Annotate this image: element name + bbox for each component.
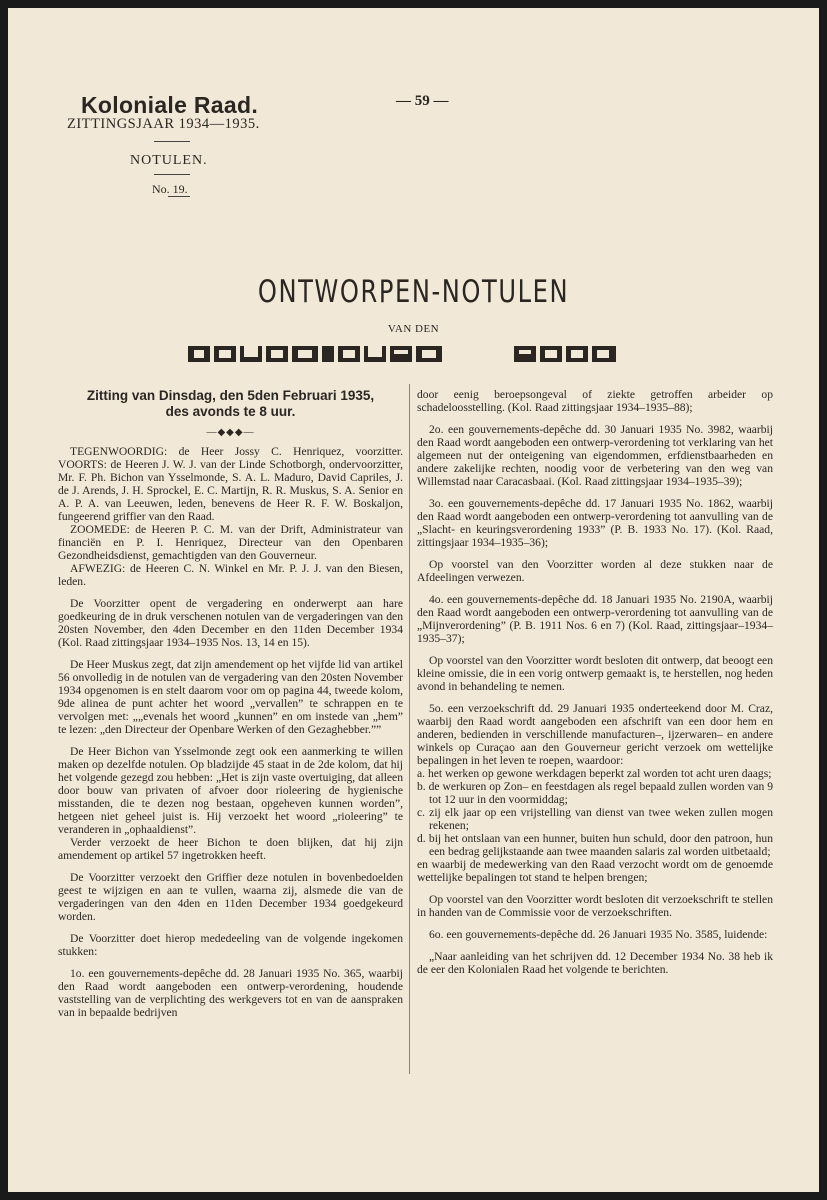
paragraph: 1o. een gouvernements-depêche dd. 28 Januari 1935 No. 365, waarbij den Raad wordt aangeboden een ontwerp-verordening, houdende vaststelling van de verplichting des werkgevers tot en van de aanspraken van in bepaalde bedrijven	[58, 967, 403, 1019]
paragraph: Op voorstel van den Voorzitter worden al deze stukken naar de Afdeelingen verwezen.	[417, 558, 773, 584]
paragraph: 2o. een gouvernements-depêche dd. 30 Januari 1935 No. 3982, waarbij den Raad wordt aangeboden een ontwerp-verordening tot verklaring van het algemeen nut der onteigening van eigendommen, erfdienstbaarheden en andere zakelijke rechten, noodig voor de verbetering van den weg van Willemstad naar Caracasbaai. (Kol. Raad zittingsjaar 1934–1935–39);	[417, 423, 773, 488]
header-rule	[154, 141, 190, 142]
paragraph: 3o. een gouvernements-depêche dd. 17 Januari 1935 No. 1862, waarbij den Raad wordt aangeboden een ontwerp-verordening tot aanvulling van de „Slacht- en keuringsverordening 1933” (P. B. 1933 No. 17). (Kol. Raad, zittingsjaar 1934–1935–36);	[417, 497, 773, 549]
list-item: a. het werken op gewone werkdagen beperkt zal worden tot acht uren daags;	[417, 767, 772, 780]
main-title: ONTWORPEN-NOTULEN	[257, 274, 570, 310]
page-number: — 59 —	[396, 93, 449, 109]
issue-number: No. 19.	[152, 182, 188, 196]
list-item: d. bij het ontslaan van een hunner, buiten hun schuld, door den patroon, hun een bedrag gelijkstaande aan twee maanden salaris zal worden uitbetaald;	[417, 832, 773, 858]
banner-letters-graphic	[188, 344, 639, 364]
paragraph: De Heer Bichon van Ysselmonde zegt ook een aanmerking te willen maken op dezelfde notulen. Op bladzijde 45 staat in de 2de kolom, dat hij het volgende gezegd zou hebben: „Het is zijn vaste overtuiging, dat alleen door bouw van privaten of afvoer door rioleering de hygienische misstanden, die te dezen nog bestaan, opgeheven kunnen worden”, hetgeen niet geheel juist is. Hij verzoekt het woord „rioleering” te veranderen in „ophaaldienst”.	[58, 745, 403, 836]
van-den-label: VAN DEN	[387, 323, 440, 335]
petition-list	[417, 767, 773, 858]
paragraph: Verder verzoekt de heer Bichon te doen blijken, dat hij zijn amendement op artikel 57 ingetrokken heeft.	[58, 836, 403, 862]
paragraph: Op voorstel van den Voorzitter wordt besloten dit ontwerp, dat beoogt een kleine omissie, die in een vorig ontwerp gemaakt is, te herstellen, nog heden avond in behandeling te nemen.	[417, 654, 773, 693]
paragraph: De Voorzitter opent de vergadering en onderwerpt aan hare goedkeuring de in druk verschenen notulen van de vergaderingen van den 20sten November, den 4den December en den 11den December 1934 (Kol. Raad zittingsjaar 1934–1935 Nos. 13, 14 en 15).	[58, 597, 403, 649]
ornament-divider: —◆◆◆—	[206, 427, 255, 438]
header-rule	[168, 196, 190, 197]
paragraph: De Voorzitter doet hierop mededeeling van de volgende ingekomen stukken:	[58, 932, 403, 958]
session-year: ZITTINGSJAAR 1934—1935.	[67, 116, 260, 132]
attendance-present: TEGENWOORDIG: de Heer Jossy C. Henriquez, voorzitter. VOORTS: de Heeren J. W. J. van der Linde Schotborgh, ondervoorzitter, Mr. F. Ph. Bichon van Ysselmonde, S. A. L. Maduro, David Capriles, J. de J. Arends, J. H. Sprockel, E. C. Martijn, R. R. Muskus, S. A. Senior en A. P. A. van Leeuwen, leden, benevens de Heer R. F. W. Boskaljon, fungeerend griffier van den Raad.	[58, 445, 403, 523]
attendance-absent: AFWEZIG: de Heeren C. N. Winkel en Mr. P. J. J. van den Biesen, leden.	[58, 562, 403, 588]
paragraph: „Naar aanleiding van het schrijven dd. 12 December 1934 No. 38 heb ik de eer den Kolonialen Raad het volgende te berichten.	[417, 950, 773, 976]
paragraph: De Voorzitter verzoekt den Griffier deze notulen in bovenbedoelden geest te wijzigen en aan te vullen, waarna zij, alsmede die van de vergaderingen van den 4den en 11den December 1934 goedgekeurd worden.	[58, 871, 403, 923]
column-divider	[409, 384, 410, 1074]
paragraph: De Heer Muskus zegt, dat zijn amendement op het vijfde lid van artikel 56 onvolledig in de notulen van de vergadering van den 20sten November 1934 opgenomen is en stelt daarom voor om op pagina 44, tweede kolom, 9de alinea de punt achter het woord „vervallen” te schrappen en te vervolgen met: „„evenals het woord „kunnen” en om instede van „hem” te lezen: „den Directeur der Openbare Werken of den Gezaghebber.””	[58, 658, 403, 736]
attendance-also: ZOOMEDE: de Heeren P. C. M. van der Drift, Administrateur van financiën en P. I. Henriquez, Directeur van den Openbaren Gezondheidsdienst, gemachtigden van den Gouverneur.	[58, 523, 403, 562]
right-column	[417, 388, 773, 985]
banner-text: KOLONIALEN RAAD	[188, 363, 198, 364]
paragraph: 4o. een gouvernements-depêche dd. 18 Januari 1935 No. 2190A, waarbij den Raad wordt aangeboden een ontwerp-verordening tot aanvulling van de „Mijnverordening” (P. B. 1911 Nos. 6 en 7) (Kol. Raad, zittingsjaar–1934–1935–37);	[417, 593, 773, 645]
list-item: b. de werkuren op Zon– en feestdagen als regel bepaald zullen worden van 9 tot 12 uur in den voormiddag;	[417, 780, 773, 806]
paragraph: 6o. een gouvernements-depêche dd. 26 Januari 1935 No. 3585, luidende:	[429, 928, 768, 941]
session-heading-line1: Zitting van Dinsdag, den 5den Februari 1935,	[86, 388, 375, 403]
header-rule	[154, 174, 190, 175]
paragraph: 5o. een verzoekschrift dd. 29 Januari 1935 onderteekend door M. Craz, waarbij den Raad wordt aangeboden een afschrift van een door hem en anderen, bedienden in verschillende manufacturen–, ijzerwaren– en andere winkels op Curaçao aan den Gouverneur gericht verzoek om wettelijke bepalingen in het leven te roepen, waardoor:	[417, 702, 773, 767]
paragraph: Op voorstel van den Voorzitter wordt besloten dit verzoekschrift te stellen in handen van de Commissie voor de verzoekschriften.	[417, 893, 773, 919]
session-heading	[58, 388, 403, 420]
paragraph: en waarbij de medewerking van den Raad verzocht wordt om de genoemde wettelijke bepalingen tot stand te helpen brengen;	[417, 858, 773, 884]
kolonialen-raad-banner	[188, 344, 639, 364]
session-heading-line2: des avonds te 8 uur.	[165, 404, 296, 419]
left-column	[58, 388, 403, 1028]
paragraph: door eenig beroepsongeval of ziekte getroffen arbeider op schadeloosstelling. (Kol. Raad zittingsjaar 1934–1935–88);	[417, 388, 773, 414]
notulen-label: NOTULEN.	[130, 153, 208, 168]
document-page	[8, 8, 819, 1192]
publication-title: Koloniale Raad.	[81, 92, 259, 118]
list-item: c. zij elk jaar op een vrijstelling van dienst van twee weken zullen mogen rekenen;	[417, 806, 773, 832]
